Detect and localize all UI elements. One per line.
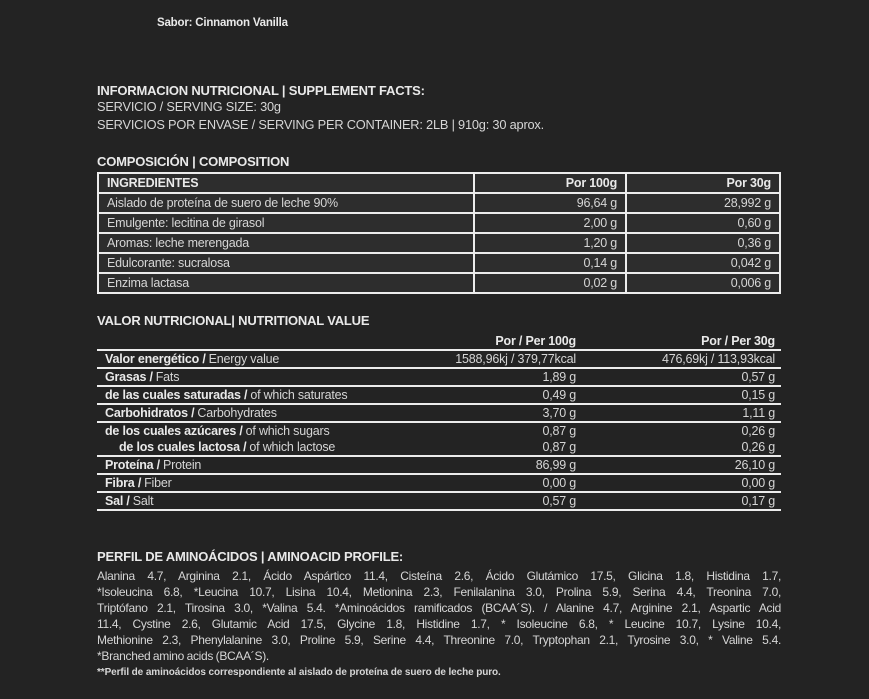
nutrient-label [97, 493, 386, 509]
servings-per-container-line: SERVICIOS POR ENVASE / SERVING PER CONTAINER: 2LB | 910g: 30 aprox. [97, 116, 544, 132]
nutrient-label-es: de los cuales azúcares / [105, 424, 243, 438]
nutrient-label-es: Valor energético / [105, 352, 206, 366]
nutrient-per100: 0,00 g [542, 476, 576, 490]
ingredient-name: Aislado de proteína de suero de leche 90% [99, 194, 475, 212]
nutrition-title: VALOR NUTRICIONAL| NUTRITIONAL VALUE [97, 313, 370, 328]
ingredient-name: Enzima lactasa [99, 274, 475, 292]
nutrient-label-en: Salt [132, 494, 154, 508]
nutrient-label [97, 457, 386, 473]
aminoacid-profile-text [97, 568, 781, 664]
ingredient-per30: 0,36 g [737, 236, 771, 250]
ingredient-per30: 0,006 g [730, 276, 771, 290]
ingredient-name: Edulcorante: sucralosa [99, 254, 475, 272]
nutrient-label-es: de las cuales saturadas / [105, 388, 248, 402]
nutrition-header-row [97, 333, 781, 351]
table-row [97, 493, 781, 511]
aminoacid-line: *Isoleucina 6.8, *Leucina 10.7, Lisina 10.4, Metionina 2.3, Fenilalanina 3.0, Prolina 5.9, Serina 4.4, Treonina 7.0, [97, 585, 781, 599]
nutrient-label-en: Energy value [208, 352, 280, 366]
table-row [99, 194, 779, 214]
nutrient-per30: 0,57 g [741, 370, 775, 384]
ingredient-per100: 2,00 g [475, 214, 627, 232]
composition-title: COMPOSICIÓN | COMPOSITION [97, 154, 290, 169]
nutrient-label-es: de los cuales lactosa / [119, 440, 247, 454]
nutrient-per30: 476,69kj / 113,93kcal [661, 352, 775, 366]
nutrient-label [97, 439, 386, 455]
composition-header-row [99, 174, 779, 194]
nutrient-label [97, 351, 386, 367]
table-row [99, 214, 779, 234]
nutrient-label [97, 369, 386, 385]
nutrient-label-en: of which lactose [249, 440, 336, 454]
nutrient-per30: 1,11 g [742, 406, 775, 420]
table-row [97, 439, 781, 457]
ingredient-per30: 0,042 g [730, 256, 771, 270]
ingredient-name: Aromas: leche merengada [99, 234, 475, 252]
nutrient-per30: 0,26 g [741, 424, 775, 438]
ingredient-name: Emulgente: lecitina de girasol [99, 214, 475, 232]
table-row [97, 457, 781, 475]
nutrient-per100: 1588,96kj / 379,77kcal [455, 352, 576, 366]
composition-table [97, 172, 781, 294]
nutrition-header-spacer [97, 333, 386, 349]
nutrient-per30: 0,26 g [741, 440, 775, 454]
ingredient-per100: 1,20 g [475, 234, 627, 252]
ingredient-per100: 0,14 g [475, 254, 627, 272]
aminoacid-line: Alanina 4.7, Arginina 2.1, Ácido Aspártico 11.4, Cisteína 2.6, Ácido Glutámico 17.5, Glicina 1.8, Histidina 1.7, [97, 569, 781, 583]
table-row [99, 234, 779, 254]
nutrient-label-en: Fiber [144, 476, 172, 490]
composition-col-per100: Por 100g [475, 174, 627, 192]
nutrient-label-es: Carbohidratos / [105, 406, 195, 420]
serving-size-line: SERVICIO / SERVING SIZE: 30g [97, 99, 281, 114]
nutrient-per100: 0,87 g [542, 424, 576, 438]
nutrition-label [97, 0, 781, 678]
table-row [97, 475, 781, 493]
nutrient-label-es: Grasas / [105, 370, 153, 384]
flavor-label: Sabor: Cinnamon Vanilla [157, 17, 288, 29]
table-row [99, 254, 779, 274]
composition-col-ingredients: INGREDIENTES [99, 174, 475, 192]
nutrition-table [97, 333, 781, 511]
nutrient-label [97, 475, 386, 491]
nutrient-per100: 0,49 g [542, 388, 576, 402]
nutrient-per100: 0,87 g [542, 440, 576, 454]
aminoacid-line: 11.4, Cystine 2.6, Glutamic Acid 17.5, Glycine 1.8, Histidine 1.7, * Isoleucine 6.8, * Leucine 10.7, Lysine 10.4, [97, 617, 781, 631]
ingredient-per30: 28,992 g [723, 196, 771, 210]
table-row [97, 405, 781, 423]
aminoacid-footnote: **Perfil de aminoácidos correspondiente al aislado de proteína de suero de leche puro. [97, 667, 501, 678]
table-row [97, 351, 781, 369]
nutrient-label-en: of which saturates [250, 388, 348, 402]
nutrient-label [97, 387, 386, 403]
ingredient-per100: 96,64 g [475, 194, 627, 212]
nutrient-per30: 0,00 g [741, 476, 775, 490]
table-row [97, 387, 781, 405]
supplement-facts-title: INFORMACION NUTRICIONAL | SUPPLEMENT FACTS: [97, 83, 425, 98]
nutrient-label-en: of which sugars [245, 424, 330, 438]
nutrient-label-en: Fats [155, 370, 180, 384]
composition-col-per30: Por 30g [726, 176, 771, 190]
nutrient-label [97, 405, 386, 421]
table-row [97, 423, 781, 439]
nutrient-per30: 0,15 g [741, 388, 775, 402]
aminoacid-profile-title: PERFIL DE AMINOÁCIDOS | AMINOACID PROFILE: [97, 549, 404, 564]
nutrient-per100: 3,70 g [542, 406, 576, 420]
nutrition-col-per100: Por / Per 100g [495, 334, 576, 348]
nutrient-label-en: Carbohydrates [197, 406, 277, 420]
aminoacid-line: Methionine 2.3, Phenylalanine 3.0, Proline 5.9, Serine 4.4, Threonine 7.0, Tryptophan 2.1, Tyrosine 3.0, * Valine 5.4. [97, 633, 781, 647]
aminoacid-line: Triptófano 2.1, Tirosina 3.0, *Valina 5.4. *Aminoácidos ramificados (BCAA´S). / Alanine 4.7, Arginine 2.1, Aspartic Acid [97, 601, 781, 615]
nutrient-label-en: Protein [162, 458, 202, 472]
aminoacid-line: *Branched amino acids (BCAA´S). [97, 649, 269, 663]
ingredient-per30: 0,60 g [737, 216, 771, 230]
nutrient-per30: 26,10 g [734, 458, 775, 472]
nutrient-label-es: Sal / [105, 494, 130, 508]
table-row [99, 274, 779, 292]
ingredient-per100: 0,02 g [475, 274, 627, 292]
nutrient-per100: 1,89 g [542, 370, 576, 384]
nutrient-per30: 0,17 g [741, 494, 775, 508]
nutrient-label [97, 423, 386, 439]
nutrient-label-es: Proteína / [105, 458, 160, 472]
nutrient-per100: 0,57 g [542, 494, 576, 508]
table-row [97, 369, 781, 387]
nutrient-per100: 86,99 g [535, 458, 576, 472]
nutrition-col-per30: Por / Per 30g [701, 334, 775, 348]
nutrient-label-es: Fibra / [105, 476, 142, 490]
